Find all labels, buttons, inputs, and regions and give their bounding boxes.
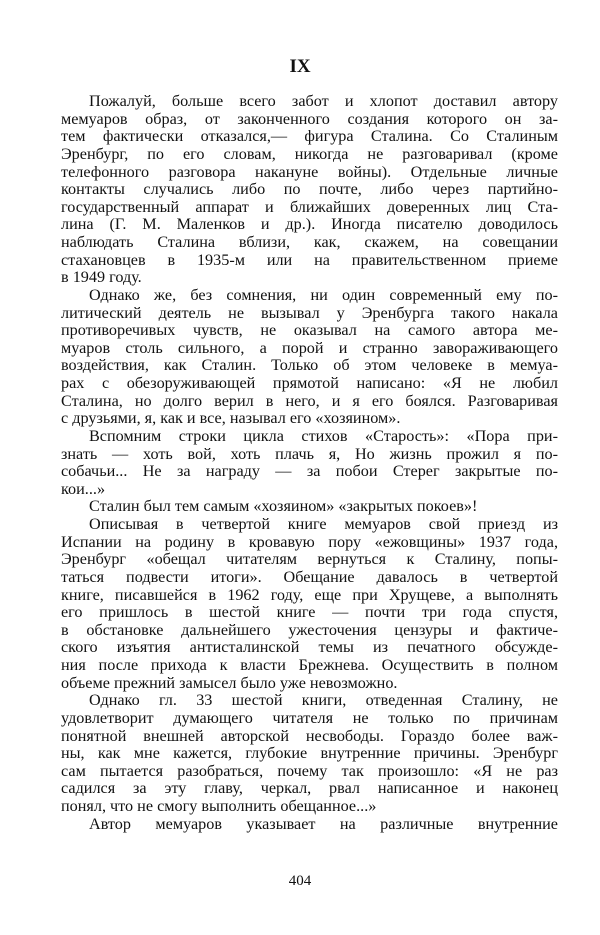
text-line: в обстановке дальнейшего ужесточения цензуры и фактиче- <box>61 620 558 639</box>
text-line: лина (Г. М. Маленков и др.). Иногда писателю доводилось <box>61 215 558 234</box>
text-line: в 1949 году. <box>61 268 142 287</box>
text-line: Испании на родину в кровавую пору «ежовщины» 1937 года, <box>61 532 558 551</box>
text-line: ны, как мне кажется, глубокие внутренние причины. Эренбург <box>61 744 558 763</box>
text-line: тем фактически отказался,— фигура Сталина. Со Сталиным <box>61 127 558 146</box>
text-line: понял, что не смогу выполнить обещанное...» <box>61 797 377 815</box>
text-line: понятной внешней авторской несвободы. Гораздо более важ- <box>61 726 558 745</box>
text-line: Описывая в четвертой книге мемуаров свой приезд из <box>89 515 558 533</box>
text-line: противоречивых чувств, не оказывал на самого автора ме- <box>61 321 558 340</box>
text-line: государственный аппарат и ближайших доверенных лиц Ста- <box>61 197 558 216</box>
chapter-heading: IX <box>289 56 311 77</box>
text-line: знать — хоть вой, хоть плачь я, Но жизнь прожил я по- <box>61 444 558 463</box>
paragraph <box>61 428 558 499</box>
text-line: объеме прежний замысел было уже невозможно. <box>61 673 398 692</box>
text-line: таться подвести итоги». Обещание давалось в четвертой <box>61 567 558 586</box>
text-line: книге, писавшейся в 1962 году, еще при Хрущеве, а выполнять <box>61 585 558 604</box>
paragraph <box>61 516 558 692</box>
text-line: сам пытается разобраться, почему так произошло: «Я не раз <box>61 761 558 780</box>
text-line: Однако гл. 33 шестой книги, отведенная Сталину, не <box>89 691 558 710</box>
text-line: телефонного разговора накануне войны). Отдельные личные <box>61 162 558 181</box>
text-line: Однако же, без сомнения, ни один современный ему по- <box>89 285 558 304</box>
page-number: 404 <box>288 873 312 889</box>
text-line: его пришлось в шестой книге — почти три года спустя, <box>61 603 558 622</box>
text-line: Автор мемуаров указывает на различные внутренние <box>89 814 558 833</box>
text-line: Сталина, но долго верил в него, и я его боялся. Разговаривая <box>61 391 558 410</box>
text-line: Эренбург «обещал читателям вернуться к Сталину, попы- <box>61 550 558 569</box>
page-body <box>61 93 558 833</box>
text-line: контакты случались либо по почте, либо через партийно- <box>61 180 558 199</box>
text-line: садился за эту главу, черкал, рвал написанное и наконец <box>61 779 558 798</box>
paragraph <box>61 816 558 834</box>
text-line: Пожалуй, больше всего забот и хлопот доставил автору <box>89 92 558 110</box>
text-line: ского изъятия антисталинской темы из печатного обсужде- <box>61 638 558 657</box>
text-line: с друзьями, я, как и все, называл его «хозяином». <box>61 409 401 428</box>
paragraph <box>61 498 558 516</box>
text-line: наблюдать Сталина вблизи, как, скажем, на совещании <box>61 233 558 251</box>
paragraph <box>61 692 558 815</box>
text-line: рах с обезоруживающей прямотой написано: «Я не любил <box>61 374 558 392</box>
text-line: удовлетворит думающего читателя не только по причинам <box>61 708 558 727</box>
text-line: Вспомним строки цикла стихов «Старость»: «Пора при- <box>89 426 558 445</box>
text-line: собачьи... Не за награду — за побои Стерег закрытые по- <box>61 462 558 481</box>
text-line: воздействия, как Сталин. Только об этом человеке в мемуа- <box>61 356 558 375</box>
text-line: Эренбург, по его словам, никогда не разговаривал (кроме <box>61 144 558 163</box>
paragraph <box>61 93 558 287</box>
text-line: Сталин был тем самым «хозяином» «закрытых покоев»! <box>89 497 478 516</box>
text-line: муаров столь сильного, а порой и странно завораживающего <box>61 338 558 357</box>
text-line: литический деятель не вызывал у Эренбурга такого накала <box>61 303 558 322</box>
text-line: мемуаров образ, от законченного создания которого он за- <box>61 109 558 128</box>
text-line: ния после прихода к власти Брежнева. Осуществить в полном <box>61 656 558 674</box>
text-line: стахановцев в 1935-м или на правительственном приеме <box>61 250 558 269</box>
paragraph <box>61 287 558 428</box>
text-line: кои...» <box>61 479 106 498</box>
